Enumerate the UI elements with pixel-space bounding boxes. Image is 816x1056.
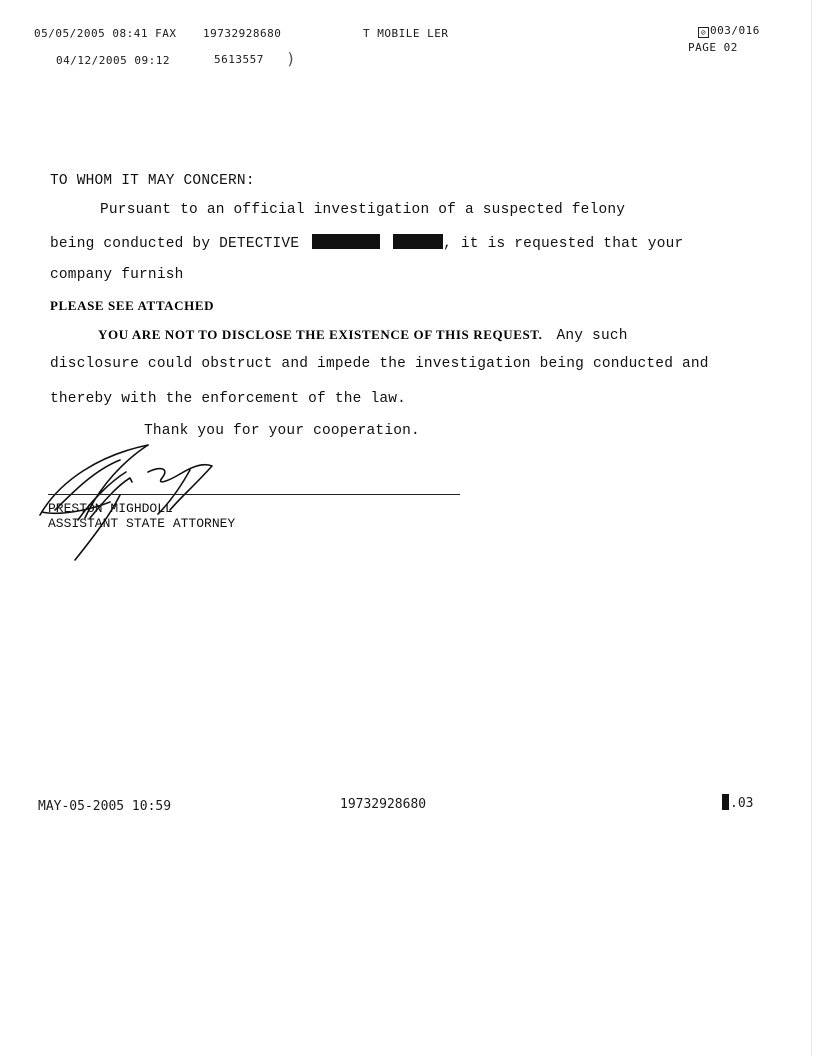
- p1-line2-post: , it is requested that your: [443, 236, 684, 252]
- fax-page-counter-group: [698, 24, 760, 38]
- paragraph-2-line-2: disclosure could obstruct and impede the investigation being conducted and: [50, 356, 709, 372]
- footer-page-number: [722, 794, 753, 811]
- footer-fax-number: 19732928680: [340, 797, 427, 812]
- nondisclosure-notice: YOU ARE NOT TO DISCLOSE THE EXISTENCE OF THIS REQUEST.: [98, 327, 543, 342]
- paragraph-1-line-3: company furnish: [50, 267, 184, 283]
- paragraph-1-line-1: Pursuant to an official investigation of a suspected felony: [100, 202, 626, 218]
- inner-fax-number: 5613557: [214, 53, 264, 66]
- fax-sender: T MOBILE LER: [363, 27, 449, 40]
- page-marker-bar: [722, 794, 729, 810]
- paragraph-1-line-2: [50, 234, 683, 252]
- signer-name: PRESTON MIGHDOLL: [48, 501, 173, 516]
- fax-page-counter: 003/016: [710, 24, 760, 37]
- fax-page-label: PAGE 02: [688, 41, 738, 54]
- p1-line2-pre: being conducted by DETECTIVE: [50, 236, 300, 252]
- fax-timestamp: 05/05/2005 08:41 FAX: [34, 27, 177, 40]
- footer-timestamp: MAY-05-2005 10:59: [38, 799, 172, 814]
- inner-fax-timestamp: 04/12/2005 09:12: [56, 54, 170, 67]
- redaction-bar: [312, 234, 380, 249]
- please-see-attached: PLEASE SEE ATTACHED: [50, 298, 215, 313]
- closing-thanks: Thank you for your cooperation.: [144, 423, 420, 439]
- footer-page-suffix: .03: [730, 796, 754, 811]
- signature-line: [48, 494, 460, 495]
- salutation: TO WHOM IT MAY CONCERN:: [50, 173, 255, 189]
- signer-title: ASSISTANT STATE ATTORNEY: [48, 516, 236, 531]
- p2-line1-rest: Any such: [556, 328, 628, 344]
- paren-mark: ): [286, 49, 296, 68]
- redaction-bar: [393, 234, 443, 249]
- fax-number: 19732928680: [203, 27, 282, 40]
- paragraph-2-line-3: thereby with the enforcement of the law.: [50, 391, 407, 407]
- scan-edge: [811, 0, 812, 1056]
- paragraph-2-line-1: [98, 326, 628, 344]
- fax-box-icon: ⊘: [698, 27, 709, 38]
